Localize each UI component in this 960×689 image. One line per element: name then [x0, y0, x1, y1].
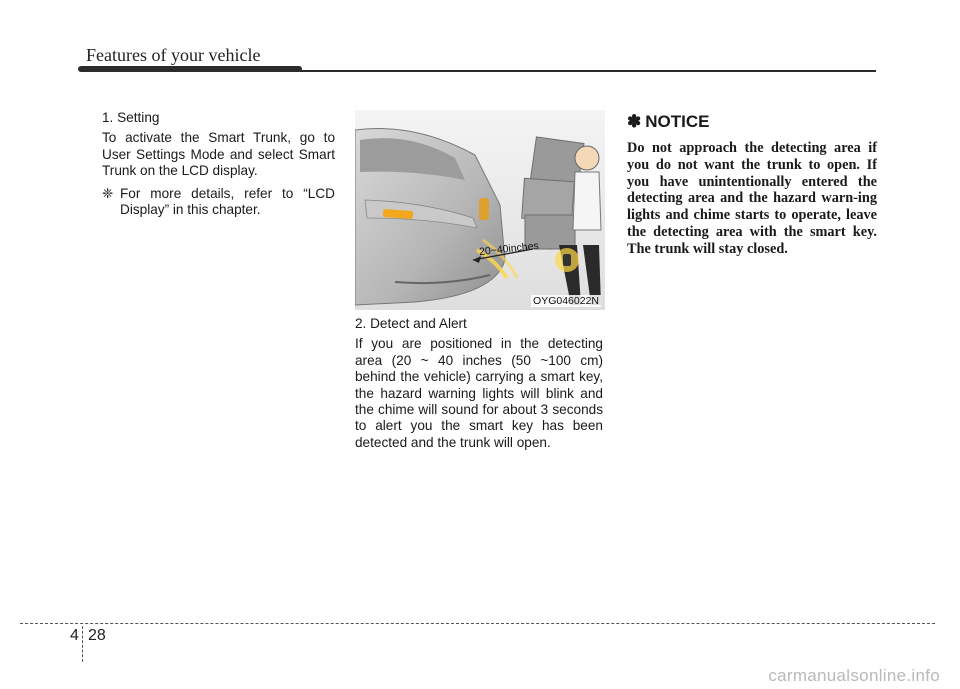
- note-mark-icon: ❈: [102, 185, 114, 201]
- notice-title-text: NOTICE: [645, 112, 710, 131]
- header-title: Features of your vehicle: [86, 45, 261, 65]
- middle-column: [355, 110, 603, 457]
- page-number: 28: [88, 627, 106, 644]
- chapter-number: 4: [70, 627, 79, 644]
- setting-heading: 1. Setting: [102, 110, 160, 125]
- smart-trunk-illustration: [355, 110, 605, 310]
- right-taillight: [479, 198, 489, 220]
- figure-code: OYG046022N: [533, 295, 599, 307]
- notice-box: [627, 112, 877, 258]
- smart-key-icon: [563, 254, 571, 266]
- footer-vertical-rule: [82, 626, 83, 662]
- setting-text: To activate the Smart Trunk, go to User Settings Mode and select Smart Trunk on the LCD display.: [102, 130, 335, 179]
- person-shirt: [573, 172, 601, 230]
- header-rule-thick: [78, 66, 302, 72]
- left-column: [102, 110, 335, 218]
- person-head: [575, 146, 599, 170]
- detect-heading: 2. Detect and Alert: [355, 316, 467, 331]
- smart-trunk-figure: [355, 110, 605, 310]
- notice-title: [627, 112, 877, 132]
- header-rule-thin: [300, 70, 876, 72]
- setting-note: [102, 186, 335, 219]
- notice-text: Do not approach the detecting area if you do not want the trunk to open. If you have unintentionally entered the detecting area and the hazard warn-ing lights and chime starts to operate, leave the detecting area with the smart key. The trunk will stay closed.: [627, 140, 877, 257]
- footer-rule: [20, 623, 935, 624]
- detect-text: If you are positioned in the detecting area (20 ~ 40 inches (50 ~100 cm) behind the vehicle) carrying a smart key, the hazard warning lights will blink and the chime will sound for about 3 seconds to alert you the smart key has been detected and the trunk will open.: [355, 336, 603, 450]
- notice-star-icon: ✽: [627, 112, 642, 131]
- distance-label: 20~40inches: [478, 239, 540, 259]
- watermark-text: carmanualsonline.info: [768, 666, 940, 685]
- setting-note-text: For more details, refer to “LCD Display” in this chapter.: [120, 185, 335, 218]
